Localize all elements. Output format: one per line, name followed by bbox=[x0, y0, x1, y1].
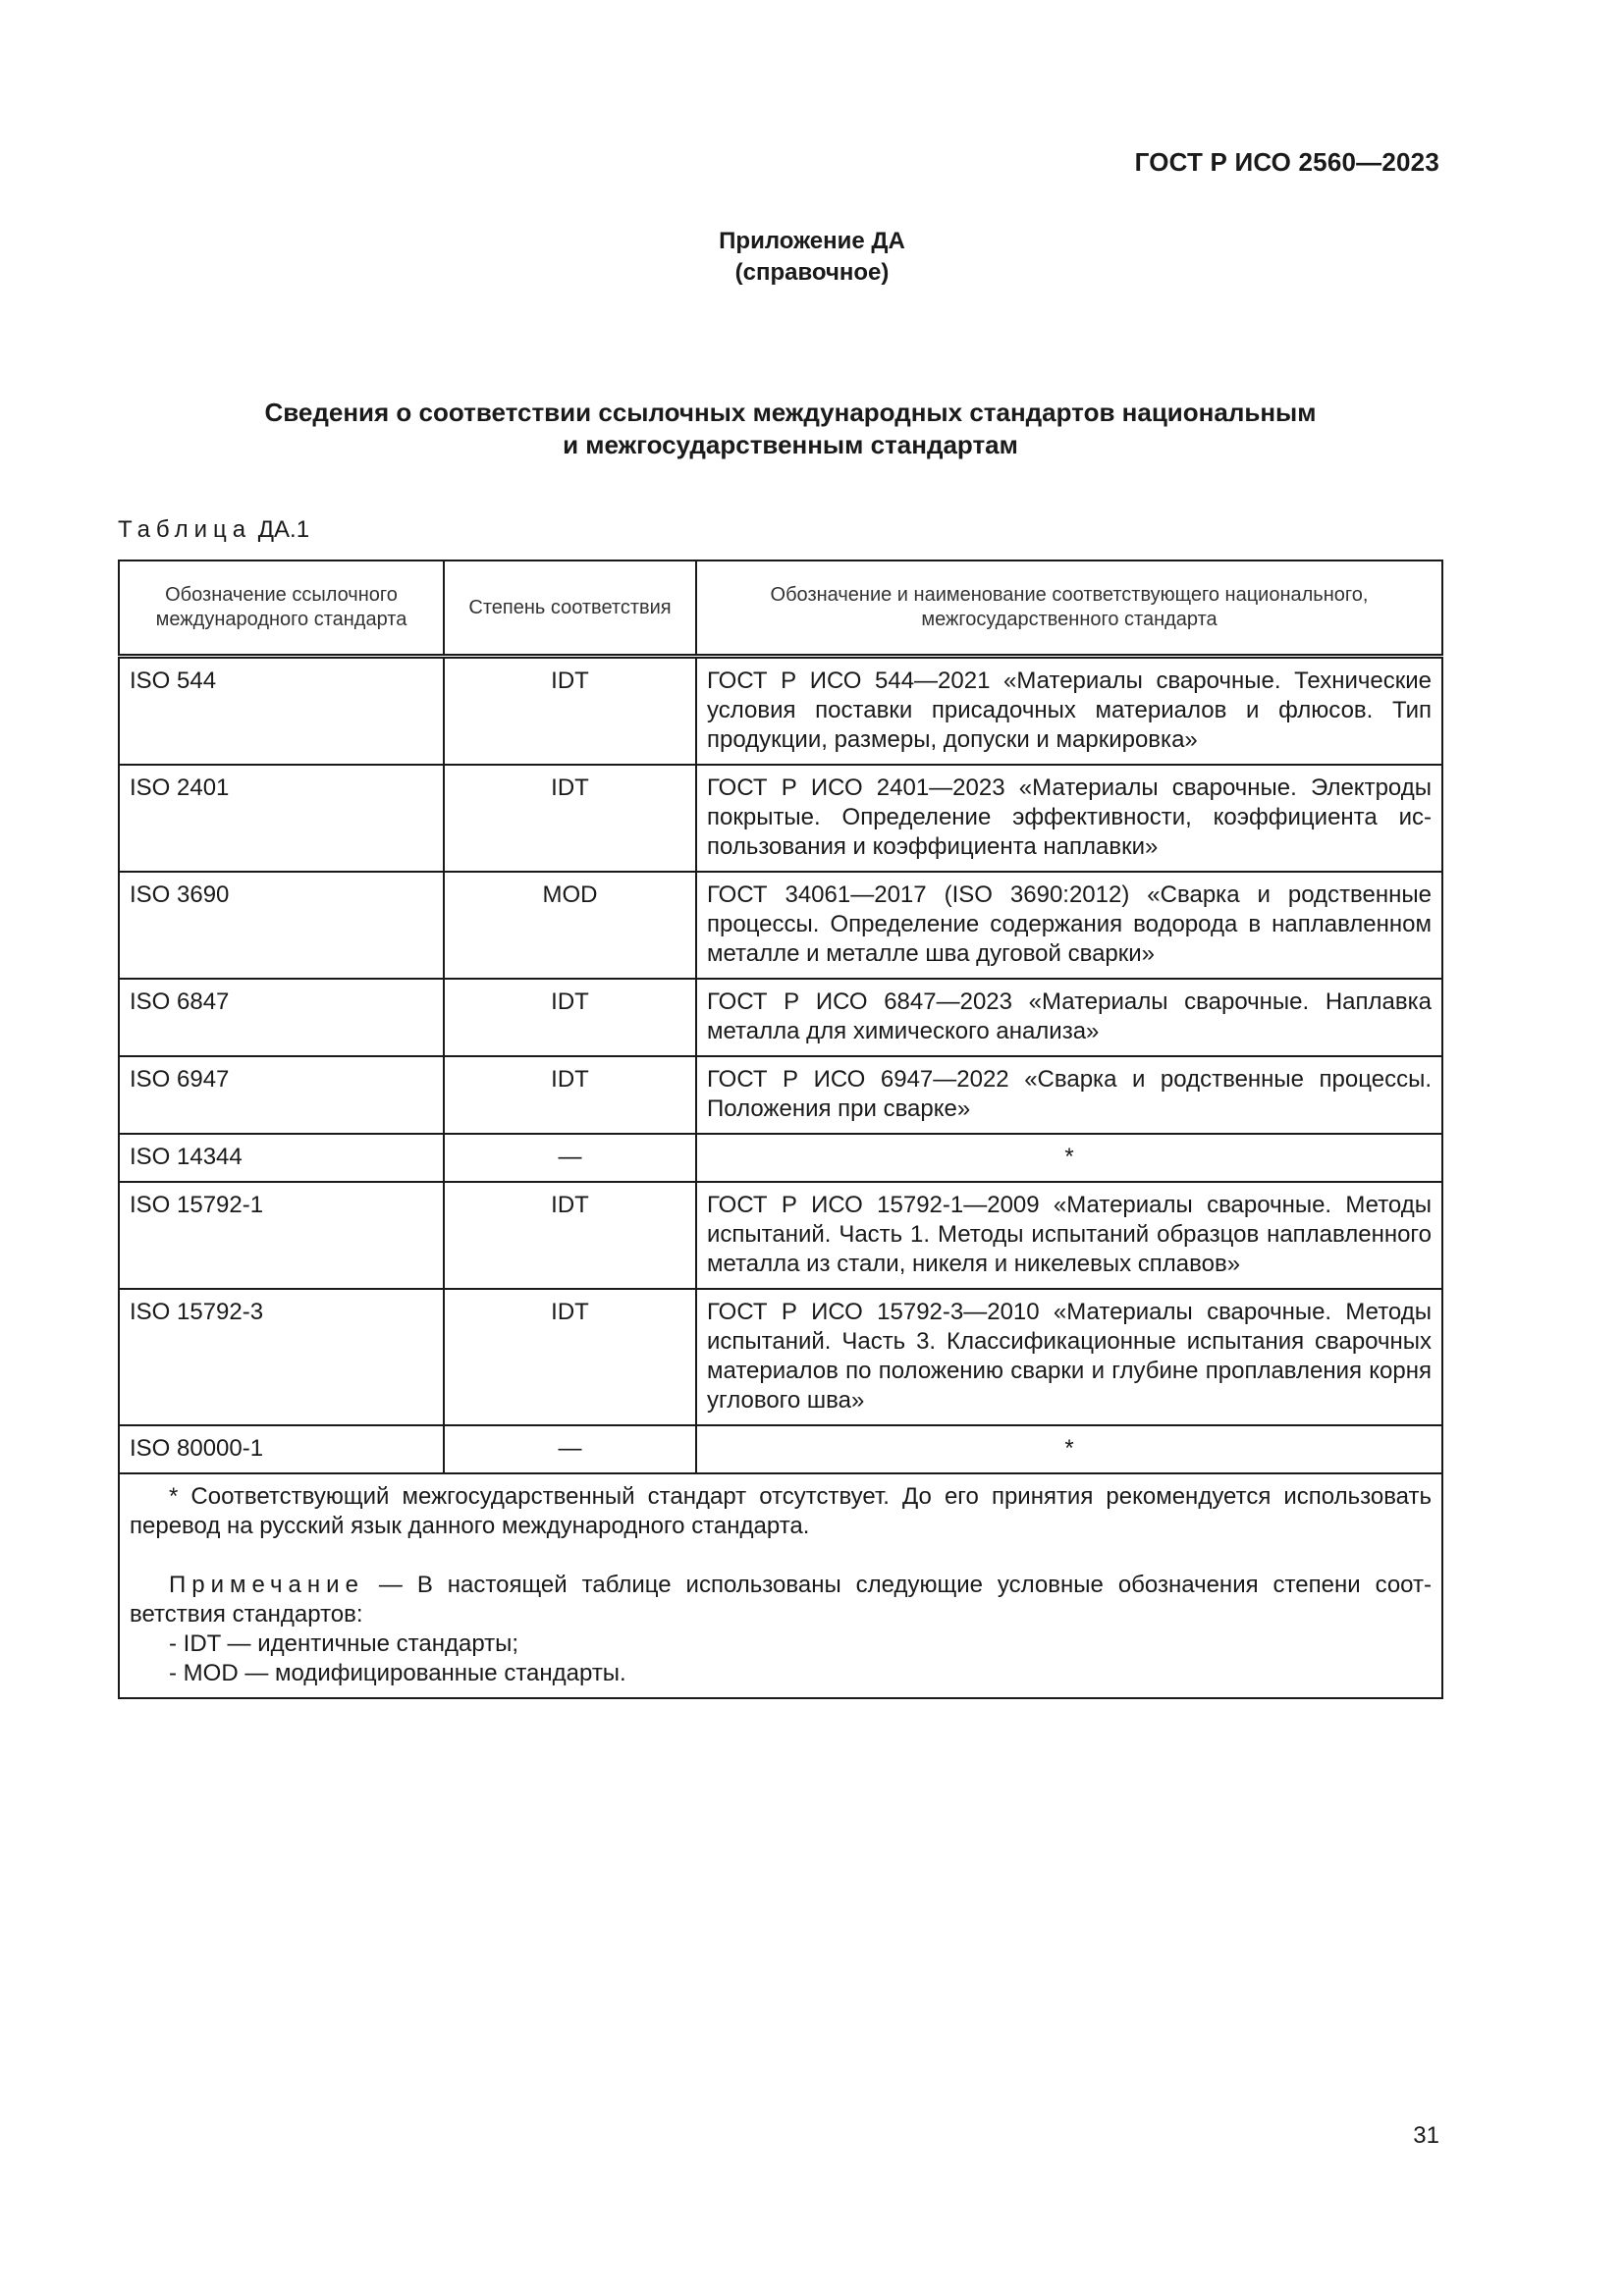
table-row bbox=[119, 1289, 1442, 1425]
table-row bbox=[119, 1056, 1442, 1134]
cell-national: * bbox=[696, 1134, 1442, 1182]
table-row bbox=[119, 1182, 1442, 1289]
table-row bbox=[119, 765, 1442, 872]
header-degree: Степень соответствия bbox=[444, 561, 696, 657]
cell-national: ГОСТ Р ИСО 15792-1—2009 «Материалы сварочные. Методы испытаний. Часть 1. Методы испытаний образцов наплавленного металла из стали, никеля и никелевых сплавов» bbox=[696, 1182, 1442, 1289]
cell-degree: — bbox=[444, 1134, 696, 1182]
cell-standard: ISO 6947 bbox=[119, 1056, 444, 1134]
cell-standard: ISO 15792-3 bbox=[119, 1289, 444, 1425]
table-row bbox=[119, 1134, 1442, 1182]
cell-national: ГОСТ Р ИСО 6847—2023 «Материалы сварочные. Наплавка металла для химического анализа» bbox=[696, 979, 1442, 1056]
appendix-subtitle: (справочное) bbox=[734, 259, 890, 286]
correspondence-table bbox=[118, 560, 1443, 1699]
table-footer bbox=[119, 1473, 1442, 1698]
cell-degree: IDT bbox=[444, 1289, 696, 1425]
cell-national: ГОСТ Р ИСО 544—2021 «Материалы сварочные. Технические условия поставки присадочных материалов и флюсов. Тип продукции, размеры, допуски и маркировка» bbox=[696, 657, 1442, 766]
cell-degree: — bbox=[444, 1425, 696, 1473]
appendix-heading bbox=[0, 226, 1624, 289]
cell-national: ГОСТ Р ИСО 15792-3—2010 «Материалы сварочные. Методы испытаний. Часть 3. Классификационные испытания сварочных материалов по положению сварки и глубине проплавления корня углового шва» bbox=[696, 1289, 1442, 1425]
table-caption bbox=[118, 516, 309, 544]
table-footer-row bbox=[119, 1473, 1442, 1698]
cell-standard: ISO 15792-1 bbox=[119, 1182, 444, 1289]
table-caption-number: ДА.1 bbox=[257, 516, 310, 543]
cell-national: ГОСТ Р ИСО 2401—2023 «Материалы сварочные. Электроды покрытые. Определение эффективности, коэффициента использования и коэффициента наплавки» bbox=[696, 765, 1442, 872]
note-text: — В настоящей таблице использованы следующие условные обозначения степени соответствия стандартов: bbox=[130, 1572, 1432, 1628]
note bbox=[130, 1571, 1432, 1629]
section-title-line-1: Сведения о соответствии ссылочных международных стандартов национальным bbox=[264, 398, 1317, 427]
cell-standard: ISO 2401 bbox=[119, 765, 444, 872]
page-number: 31 bbox=[1413, 2122, 1439, 2149]
table-row bbox=[119, 1425, 1442, 1473]
section-title bbox=[0, 397, 1581, 461]
note-item-idt: - IDT — идентичные стандарты; bbox=[169, 1630, 519, 1657]
table-header-row bbox=[119, 561, 1442, 657]
cell-national: ГОСТ Р ИСО 6947—2022 «Сварка и родственные процессы. Положения при сварке» bbox=[696, 1056, 1442, 1134]
document-code: ГОСТ Р ИСО 2560—2023 bbox=[1134, 147, 1439, 177]
header-national-standard: Обозначение и наименование соответствующего национального, межгосударственного стандарта bbox=[696, 561, 1442, 657]
cell-standard: ISO 6847 bbox=[119, 979, 444, 1056]
table-row bbox=[119, 872, 1442, 979]
cell-degree: IDT bbox=[444, 1182, 696, 1289]
section-title-line-2: и межгосударственным стандартам bbox=[563, 430, 1018, 459]
appendix-title: Приложение ДА bbox=[719, 228, 905, 254]
cell-standard: ISO 14344 bbox=[119, 1134, 444, 1182]
cell-degree: IDT bbox=[444, 1056, 696, 1134]
cell-degree: IDT bbox=[444, 765, 696, 872]
cell-degree: IDT bbox=[444, 979, 696, 1056]
table-caption-word: Таблица bbox=[118, 516, 252, 543]
table-row bbox=[119, 657, 1442, 766]
cell-national: ГОСТ 34061—2017 (ISO 3690:2012) «Сварка и родственные процессы. Определение содержания водорода в наплавленном металле и металле шва дуговой сварки» bbox=[696, 872, 1442, 979]
note-heading: Примечание bbox=[169, 1572, 364, 1598]
header-international-standard: Обозначение ссылочного международного стандарта bbox=[119, 561, 444, 657]
note-item-mod: - MOD — модифицированные стандарты. bbox=[169, 1660, 626, 1686]
table-row bbox=[119, 979, 1442, 1056]
cell-standard: ISO 3690 bbox=[119, 872, 444, 979]
cell-national: * bbox=[696, 1425, 1442, 1473]
cell-degree: MOD bbox=[444, 872, 696, 979]
cell-standard: ISO 544 bbox=[119, 657, 444, 766]
footnote: * Соответствующий межгосударственный стандарт отсутствует. До его принятия рекомендуется использовать перевод на русский язык данного международного стандарта. bbox=[130, 1483, 1432, 1539]
cell-standard: ISO 80000-1 bbox=[119, 1425, 444, 1473]
cell-degree: IDT bbox=[444, 657, 696, 766]
